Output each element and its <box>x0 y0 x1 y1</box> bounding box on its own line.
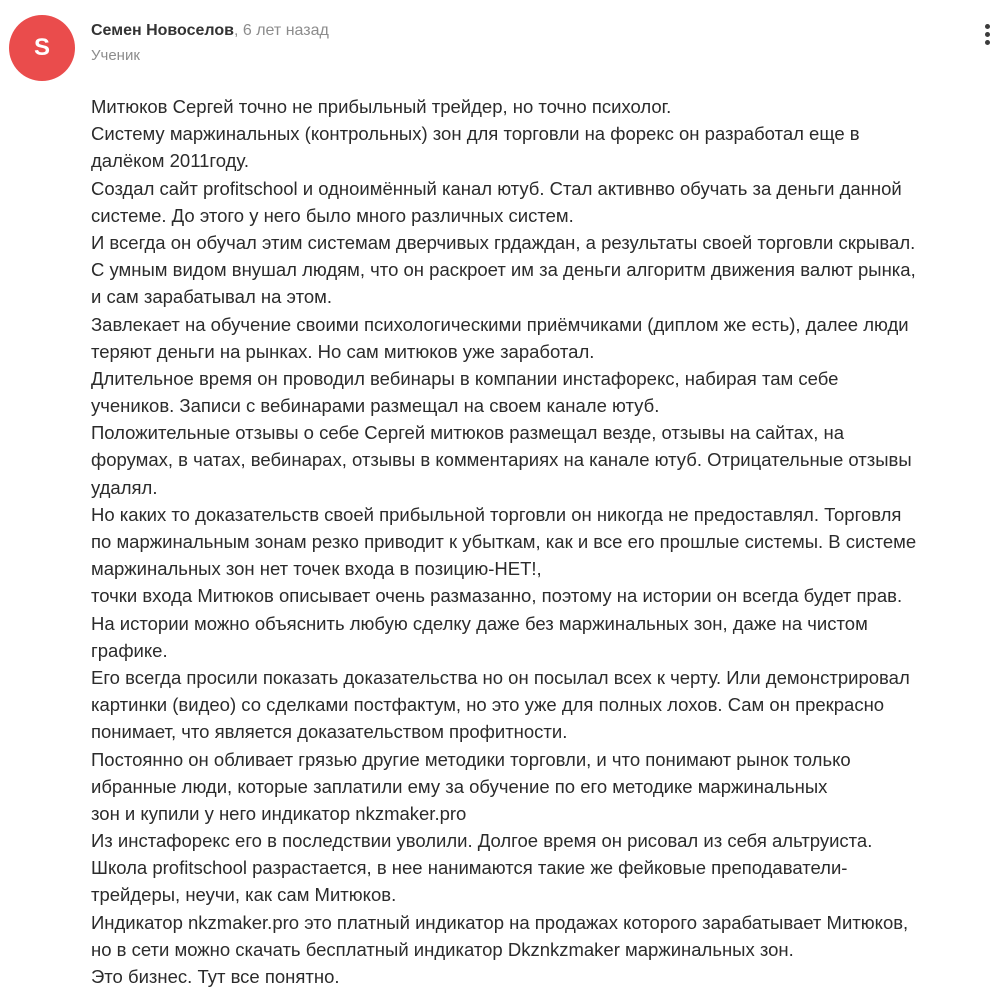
review-text-line: маржинальных зон нет точек входа в позицию-НЕТ!, <box>91 558 542 580</box>
more-vertical-icon[interactable] <box>976 18 998 50</box>
review-text-line: На истории можно объяснить любую сделку даже без маржинальных зон, даже на чистом <box>91 612 868 634</box>
menu-dot <box>985 32 990 37</box>
review-text-line: Из инстафорекс его в последствии уволили. Долгое время он рисовал из себя альтруиста. <box>91 830 873 852</box>
review-text-line: и сам зарабатывал на этом. <box>91 286 332 308</box>
review-text-line: Митюков Сергей точно не прибыльный трейдер, но точно психолог. <box>91 96 672 117</box>
review-text-line: по маржинальным зонам резко приводит к убыткам, как и все его прошлые системы. В системе <box>91 531 917 552</box>
review-text-line: учеников. Записи с вебинарами размещал на своем канале ютуб. <box>91 395 660 417</box>
review-text-line: Создал сайт profitschool и одноимённый канал ютуб. Стал активнво обучать за деньги данной <box>91 177 902 199</box>
review-text-line: картинки (видео) со сделками постфактум, но это уже для полных лохов. Сам он прекрасно <box>91 694 885 716</box>
avatar-letter: S <box>33 34 50 61</box>
review-text-line: зон и купили у него индикатор nkzmaker.pro <box>91 802 467 824</box>
review-text-line: Положительные отзывы о себе Сергей митюков размещал везде, отзывы на сайтах, на <box>91 422 845 444</box>
review-text-line: точки входа Митюков описывает очень размазанно, поэтому на истории он всегда будет прав. <box>91 585 903 607</box>
review-text-line: трейдеры, неучи, как сам Митюков. <box>91 884 397 906</box>
author-line <box>91 20 329 42</box>
review-text-line: теряют деньги на рынках. Но сам митюков уже заработал. <box>91 340 595 362</box>
review-text-line: но в сети можно скачать бесплатный индикатор Dkznkzmaker маржинальных зон. <box>91 938 794 960</box>
review-text-line: Завлекает на обучение своими психологическими приёмчиками (диплом же есть), далее люди <box>91 313 909 335</box>
author-separator: , <box>233 22 239 39</box>
menu-dot <box>985 24 990 29</box>
review-text-line: понимает, что является доказательством профитности. <box>91 721 568 743</box>
review-text-line: системе. До этого у него было много различных систем. <box>91 204 574 226</box>
author-name[interactable]: Семен Новоселов <box>91 22 234 39</box>
post-time[interactable]: 6 лет назад <box>242 22 329 39</box>
author-role: Ученик <box>91 47 140 64</box>
review-text-line: Индикатор nkzmaker.pro это платный индикатор на продажах которого зарабатывает Митюков, <box>91 911 909 933</box>
review-header <box>91 20 329 66</box>
review-text-line: графике. <box>91 639 168 661</box>
review-text-line: С умным видом внушал людям, что он раскроет им за деньги алгоритм движения валют рынка, <box>91 259 916 281</box>
review-text-line: Школа profitschool разрастается, в нее нанимаются такие же фейковые преподаватели- <box>91 857 848 879</box>
review-text-line: Его всегда просили показать доказательства но он посылал всех к черту. Или демонстрировал <box>91 666 910 688</box>
review-text-line: форумах, в чатах, вебинарах, отзывы в комментариях на канале ютуб. Отрицательные отзывы <box>91 449 912 471</box>
review-text-line: Систему маржинальных (контрольных) зон для торговли на форекс он разработал еще в <box>91 123 860 145</box>
menu-dot <box>985 40 990 45</box>
review-text-line: Постоянно он обливает грязью другие методики торговли, и что понимают рынок только <box>91 748 851 770</box>
review-text-line: удалял. <box>91 476 158 498</box>
avatar[interactable] <box>9 15 75 81</box>
review-text-line: Это бизнес. Тут все понятно. <box>91 966 340 987</box>
review-text-line: И всегда он обучал этим системам дверчивых грдаждан, а результаты своей торговли скрывал. <box>91 231 916 253</box>
review-text <box>91 93 996 990</box>
review-text-line: Но каких то доказательств своей прибыльной торговли он никогда не предоставлял. Торговля <box>91 503 902 525</box>
review-text-line: далёком 2011году. <box>91 150 249 172</box>
review-text-line: ибранные люди, которые заплатили ему за обучение по его методике маржинальных <box>91 775 828 797</box>
review-text-line: Длительное время он проводил вебинары в компании инстафорекс, набирая там себе <box>91 367 839 389</box>
